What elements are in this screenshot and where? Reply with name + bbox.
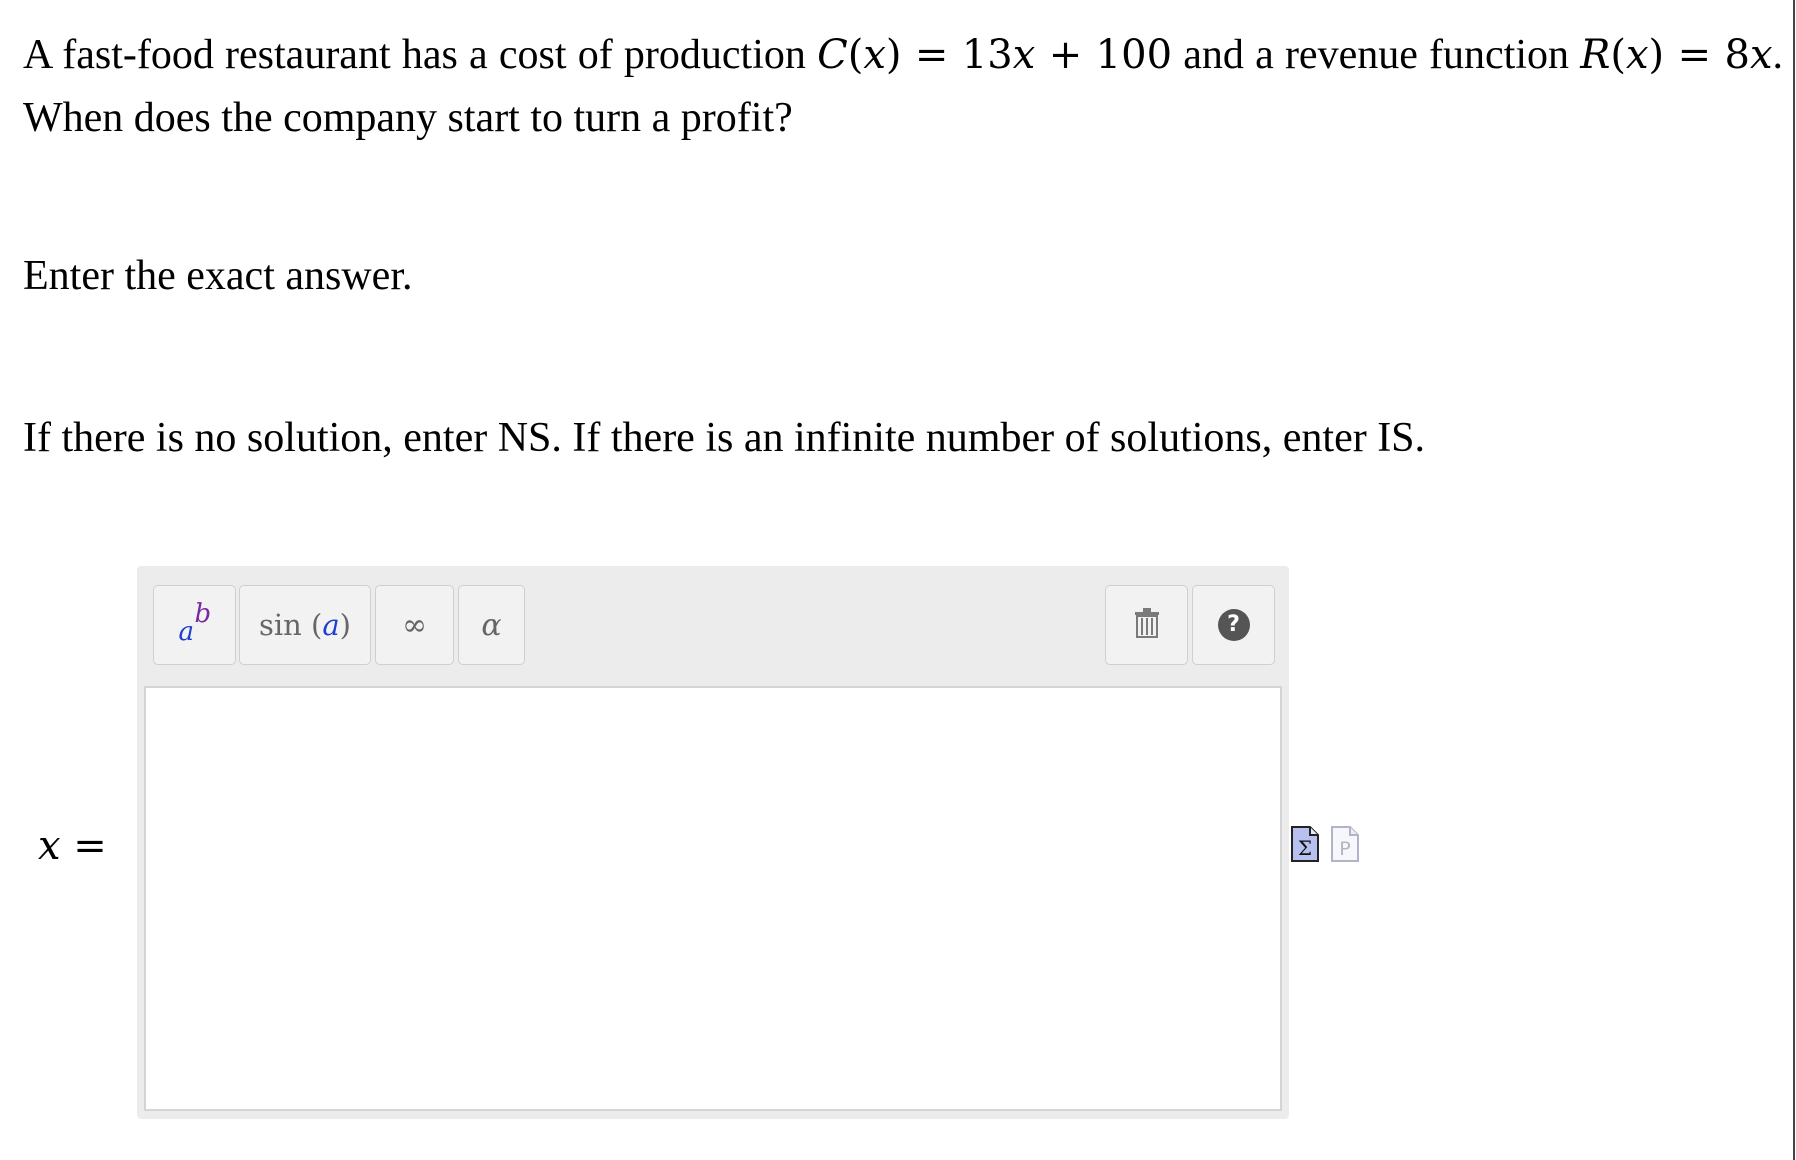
infinity-icon: ∞ bbox=[402, 607, 427, 643]
revenue-function-math: R(x) = 8x bbox=[1580, 32, 1773, 78]
answer-label: x = bbox=[38, 823, 107, 869]
alpha-icon: α bbox=[481, 607, 502, 643]
preview-p-icon[interactable] bbox=[1330, 825, 1360, 868]
instruction-exact-answer: Enter the exact answer. bbox=[23, 253, 413, 299]
power-icon: a b bbox=[178, 599, 212, 647]
svg-text:Σ: Σ bbox=[1297, 836, 1313, 860]
cost-function-math: C(x) = 13x + 100 bbox=[817, 32, 1173, 78]
question-mid: and a revenue function bbox=[1183, 32, 1570, 78]
right-border-line bbox=[1793, 0, 1795, 1160]
infinity-button[interactable] bbox=[375, 585, 454, 665]
side-tools bbox=[1290, 825, 1360, 868]
clear-button[interactable] bbox=[1105, 585, 1188, 665]
svg-text:P: P bbox=[1339, 838, 1351, 860]
power-button[interactable] bbox=[153, 585, 236, 665]
question-text bbox=[23, 24, 1783, 150]
answer-input[interactable] bbox=[144, 686, 1282, 1111]
function-button[interactable]: sin ( a ) bbox=[239, 585, 371, 665]
greek-letters-button[interactable] bbox=[458, 585, 525, 665]
trash-icon bbox=[1132, 607, 1162, 643]
question-outro: . When does the company start to turn a profit? bbox=[23, 32, 1784, 141]
help-icon: ? bbox=[1218, 609, 1250, 641]
help-button[interactable] bbox=[1192, 585, 1275, 665]
sigma-equation-icon[interactable] bbox=[1290, 825, 1320, 868]
math-editor bbox=[137, 566, 1289, 1119]
question-intro: A fast-food restaurant has a cost of production bbox=[23, 32, 806, 78]
instruction-ns-is: If there is no solution, enter NS. If there is an infinite number of solutions, enter IS. bbox=[23, 415, 1426, 461]
